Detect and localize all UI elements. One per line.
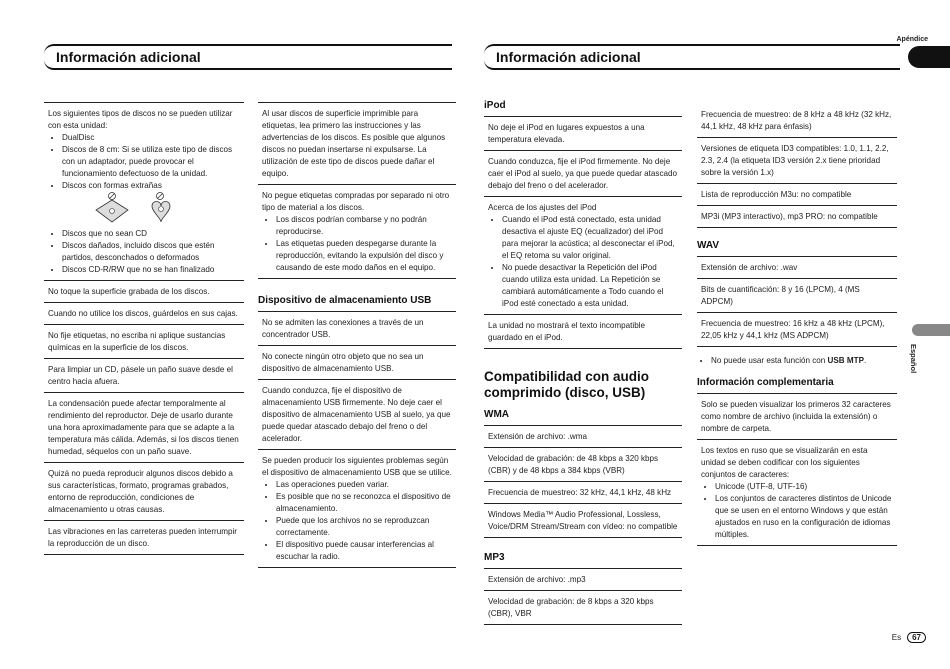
note-box: No deje el iPod en lugares expuestos a una temperatura elevada. bbox=[484, 116, 682, 150]
printable-disc-box: Al usar discos de superficie imprimible para etiquetas, lea primero las instrucciones y las advertencias de los discos. Es posible que algunos discos no puedan insertarse ni expulsarse. La utilización de este tipo de discos puede dañar el equipo. bbox=[258, 102, 456, 184]
disc-types-list-1 bbox=[48, 132, 240, 192]
labels-intro: No pegue etiquetas compradas por separado ni otro tipo de material a los discos. bbox=[262, 191, 450, 212]
compat-heading: Compatibilidad con audio comprimido (disco, USB) bbox=[484, 369, 649, 400]
page-lang: Es bbox=[891, 633, 902, 642]
left-section-title: Información adicional bbox=[44, 44, 452, 70]
list-item: • Es posible que no se reconozca el dispositivo de almacenamiento. bbox=[276, 491, 452, 515]
note-box: No conecte ningún otro objeto que no sea un dispositivo de almacenamiento USB. bbox=[258, 345, 456, 379]
note-box: Extensión de archivo: .mp3 bbox=[484, 568, 682, 590]
russian-text-box bbox=[697, 439, 897, 546]
section-tab-marker bbox=[908, 46, 950, 68]
wav-heading: WAV bbox=[697, 240, 720, 251]
labels-box bbox=[258, 184, 456, 279]
note-box: Para limpiar un CD, pásele un paño suave desde el centro hacia afuera. bbox=[44, 358, 244, 392]
wav-note-text: No puede usar esta función con bbox=[711, 356, 828, 365]
right-section-title: Información adicional bbox=[484, 44, 900, 70]
list-item: • DualDisc bbox=[62, 132, 240, 144]
language-tab-marker bbox=[912, 324, 950, 336]
list-item: • Los conjuntos de caracteres distintos de Unicode que se usen en el entorno Windows y que están ajustados en ruso en la configuración de idiomas múltiples. bbox=[715, 493, 893, 541]
note-box: Windows Media™ Audio Professional, Lossless, Voice/DRM Stream/Stream con vídeo: no compatible bbox=[484, 503, 682, 538]
odd-disc-icons bbox=[48, 192, 248, 228]
wav-note bbox=[711, 355, 897, 367]
note-box: Cuando no utilice los discos, guárdelos en sus cajas. bbox=[44, 302, 244, 324]
column-3 bbox=[484, 100, 682, 625]
usb-problems-box bbox=[258, 449, 456, 568]
ipod-heading: iPod bbox=[484, 100, 506, 111]
wma-heading: WMA bbox=[484, 409, 509, 420]
info-heading: Información complementaria bbox=[697, 377, 834, 388]
mp3-heading: MP3 bbox=[484, 552, 505, 563]
note-box: No fije etiquetas, no escriba ni aplique sustancias químicas en la superficie de los discos. bbox=[44, 324, 244, 358]
list-item: • Discos dañados, incluido discos que estén partidos, desconchados o deformados bbox=[62, 240, 240, 264]
list-item: • Las operaciones pueden variar. bbox=[276, 479, 452, 491]
list-item: • Unicode (UTF-8, UTF-16) bbox=[715, 481, 893, 493]
odd-shaped-discs-illustration bbox=[48, 192, 240, 228]
disc-types-box bbox=[44, 102, 244, 280]
list-item: • No puede desactivar la Repetición del iPod cuando utiliza esta unidad. La Repetición se cambiará automáticamente a Todo cuando el iPod esté conectado a esta unidad. bbox=[502, 262, 678, 310]
note-box: Frecuencia de muestreo: 32 kHz, 44,1 kHz, 48 kHz bbox=[484, 481, 682, 503]
charset-list bbox=[701, 481, 893, 541]
column-4 bbox=[697, 104, 897, 546]
page-number-value: 67 bbox=[907, 632, 926, 643]
note-box: La condensación puede afectar temporalmente al rendimiento del reproductor. Deje de usarlo durante una hora aproximadamente para que se adapte a la temperatura más cálida. Además, si los discos tienen humedad, séquelos con un paño suave. bbox=[44, 392, 244, 462]
list-item: • El dispositivo puede causar interferencias al escuchar la radio. bbox=[276, 539, 452, 563]
column-2 bbox=[258, 102, 456, 568]
wav-note-list bbox=[697, 355, 897, 367]
disc-types-intro: Los siguientes tipos de discos no se pueden utilizar con esta unidad: bbox=[48, 109, 233, 130]
note-box: Frecuencia de muestreo: 16 kHz a 48 kHz (LPCM), 22,05 kHz y 44,1 kHz (MS ADPCM) bbox=[697, 312, 897, 347]
list-item: • Discos de 8 cm: Si se utiliza este tipo de discos con un adaptador, puede provocar el funcionamiento defectuoso de la unidad. bbox=[62, 144, 240, 180]
note-box: Las vibraciones en las carreteras pueden interrumpir la reproducción de un disco. bbox=[44, 520, 244, 555]
note-box: MP3i (MP3 interactivo), mp3 PRO: no compatible bbox=[697, 205, 897, 228]
russian-text-intro: Los textos en ruso que se visualizarán en esta unidad se deben codificar con los siguientes conjuntos de caracteres: bbox=[701, 446, 868, 479]
list-item: • Cuando el iPod está conectado, esta unidad desactiva el ajuste EQ (ecualizador) del iPod para mejorar la acústica; al desconectar el iPod, el EQ retoma su valor original. bbox=[502, 214, 678, 262]
note-box: Cuando conduzca, fije el iPod firmemente. No deje caer el iPod al suelo, ya que puede quedar atascado debajo del freno o del acelerador. bbox=[484, 150, 682, 196]
column-1 bbox=[44, 102, 244, 555]
disc-types-list-2 bbox=[48, 228, 240, 276]
list-item: • Discos CD-R/RW que no se han finalizado bbox=[62, 264, 240, 276]
ipod-settings-intro: Acerca de los ajustes del iPod bbox=[488, 203, 597, 212]
wav-note-bold: USB MTP bbox=[827, 356, 864, 365]
usb-problems-intro: Se pueden producir los siguientes problemas según el dispositivo de almacenamiento USB que se utilice. bbox=[262, 456, 452, 477]
labels-list bbox=[262, 214, 452, 274]
list-item: • Discos que no sean CD bbox=[62, 228, 240, 240]
page-number bbox=[892, 632, 926, 643]
list-item: • Los discos podrían combarse y no podrán reproducirse. bbox=[276, 214, 452, 238]
note-box: Solo se pueden visualizar los primeros 32 caracteres como nombre de archivo (incluida la extensión) o nombre de carpeta. bbox=[697, 393, 897, 439]
list-item: • Las etiquetas pueden despegarse durante la reproducción, evitando la expulsión del disco y causando de este modo daños en el equipo. bbox=[276, 238, 452, 274]
note-box: No toque la superficie grabada de los discos. bbox=[44, 280, 244, 302]
note-box: Bits de cuantificación: 8 y 16 (LPCM), 4 (MS ADPCM) bbox=[697, 278, 897, 312]
note-box: Velocidad de grabación: de 48 kbps a 320 kbps (CBR) y de 48 kbps a 384 kbps (VBR) bbox=[484, 447, 682, 481]
ipod-settings-box bbox=[484, 196, 682, 314]
usb-problems-list bbox=[262, 479, 452, 563]
note-box: Extensión de archivo: .wav bbox=[697, 256, 897, 278]
appendix-label: Apéndice bbox=[896, 36, 928, 43]
note-box: Cuando conduzca, fije el dispositivo de almacenamiento USB firmemente. No deje caer el dispositivo de almacenamiento USB al suelo, ya que puede quedar atascado debajo del freno o del acelerador. bbox=[258, 379, 456, 449]
note-box: Frecuencia de muestreo: de 8 kHz a 48 kHz (32 kHz, 44,1 kHz, 48 kHz para énfasis) bbox=[701, 110, 892, 131]
note-box: Versiones de etiqueta ID3 compatibles: 1.0, 1.1, 2.2, 2.3, 2.4 (la etiqueta ID3 versión 2.x tiene prioridad sobre la versión 1.x) bbox=[697, 137, 897, 183]
note-box: Velocidad de grabación: de 8 kbps a 320 kbps (CBR), VBR bbox=[484, 590, 682, 625]
note-box: No se admiten las conexiones a través de un concentrador USB. bbox=[258, 311, 456, 345]
note-box: Quizá no pueda reproducir algunos discos debido a sus características, formato, programas grabados, entorno de reproducción, condiciones de almacenamiento u otras causas. bbox=[44, 462, 244, 520]
language-side-label: Español bbox=[909, 344, 918, 374]
note-box: La unidad no mostrará el texto incompatible guardado en el iPod. bbox=[484, 314, 682, 349]
ipod-settings-list bbox=[488, 214, 678, 310]
note-box: Extensión de archivo: .wma bbox=[484, 425, 682, 447]
list-item: • Puede que los archivos no se reproduzcan correctamente. bbox=[276, 515, 452, 539]
note-box: Lista de reproducción M3u: no compatible bbox=[697, 183, 897, 205]
list-item: • Discos con formas extrañas bbox=[62, 180, 240, 192]
wav-note-suffix: . bbox=[863, 356, 867, 365]
usb-heading: Dispositivo de almacenamiento USB bbox=[258, 295, 432, 306]
